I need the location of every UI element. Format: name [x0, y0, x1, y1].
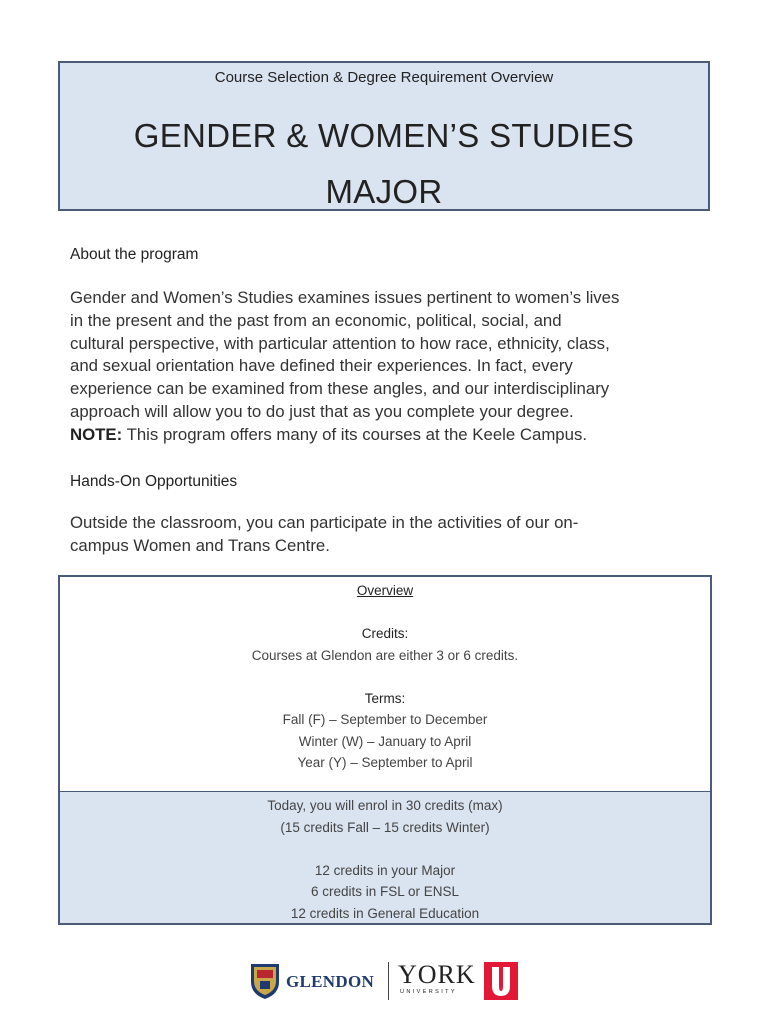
document-subtitle: Course Selection & Degree Requirement Overview — [214, 69, 554, 86]
title-line-1: GENDER & WOMEN’S STUDIES — [133, 117, 635, 154]
york-wordmark: YORK — [398, 960, 476, 989]
title-line-2: MAJOR — [325, 173, 443, 210]
term-item: Year (Y) – September to April — [297, 755, 473, 770]
terms-label: Terms: — [364, 690, 406, 706]
about-line: approach will allow you to do just that as you complete your degree. — [70, 401, 574, 421]
footer-logos — [248, 958, 528, 1004]
title-banner — [58, 61, 710, 211]
breakdown-item: 12 credits in General Education — [290, 905, 480, 921]
document-title — [60, 108, 708, 220]
breakdown-item: 6 credits in FSL or ENSL — [310, 884, 460, 899]
credits-text: Courses at Glendon are either 3 or 6 credits. — [251, 647, 519, 663]
about-line: cultural perspective, with particular attention to how race, ethnicity, class, — [70, 333, 610, 353]
about-line: in the present and the past from an economic, political, social, and — [70, 310, 562, 330]
york-u-logo-icon — [484, 962, 518, 1000]
about-line: and sexual orientation have defined their experiences. In fact, every — [70, 356, 573, 376]
glendon-wordmark: GLENDON — [286, 972, 375, 991]
term-item: Fall (F) – September to December — [282, 712, 488, 727]
note-line — [70, 424, 710, 447]
about-line: Gender and Women’s Studies examines issues pertinent to women’s lives — [70, 288, 620, 307]
hands-on-line: Outside the classroom, you can participate in the activities of our on- — [70, 513, 579, 532]
logo-divider — [388, 962, 389, 1000]
overview-title: Overview — [356, 583, 414, 598]
hands-on-line: campus Women and Trans Centre. — [70, 535, 330, 555]
term-item: Winter (W) – January to April — [298, 733, 472, 749]
about-paragraph — [70, 287, 710, 447]
glendon-crest-icon — [248, 962, 282, 1000]
overview-info-section — [60, 577, 710, 791]
york-university-label: UNIVERSITY — [400, 989, 458, 995]
credits-label: Credits: — [361, 626, 409, 641]
enrol-line: (15 credits Fall – 15 credits Winter) — [280, 819, 490, 835]
breakdown-item: 12 credits in your Major — [314, 862, 456, 878]
enrol-line: Today, you will enrol in 30 credits (max) — [267, 798, 503, 813]
note-text: This program offers many of its courses at the Keele Campus. — [122, 424, 588, 444]
overview-enrol-section — [60, 791, 710, 923]
overview-box — [58, 575, 712, 925]
note-label: NOTE: — [70, 424, 123, 444]
about-line: experience can be examined from these angles, and our interdisciplinary — [70, 379, 610, 399]
hands-on-paragraph — [70, 512, 710, 558]
about-heading: About the program — [70, 246, 199, 263]
hands-on-heading: Hands-On Opportunities — [70, 473, 238, 490]
